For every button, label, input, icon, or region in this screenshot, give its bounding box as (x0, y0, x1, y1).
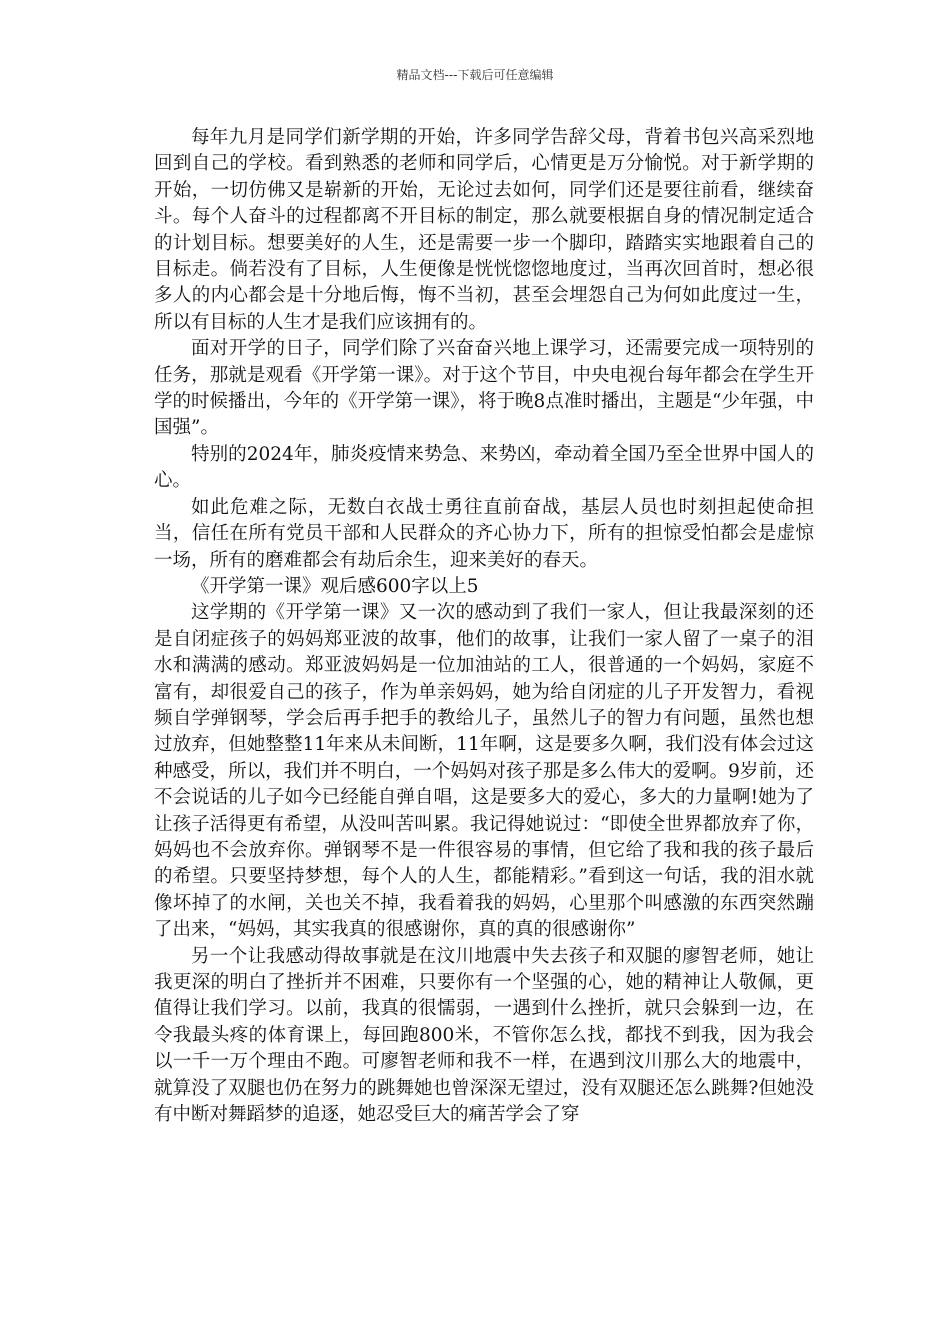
page-header: 精品文档---下载后可任意编辑 (396, 68, 554, 82)
paragraph-new-semester: 每年九月是同学们新学期的开始，许多同学告辞父母，背着书包兴高采烈地回到自己的学校。看到熟悉的老师和同学后，心情更是万分愉悦。对于新学期的开始，一切仿佛又是崭新的开始，无论过去如何，同学们还是要往前看，继续奋斗。每个人奋斗的过程都离不开目标的制定，那么就要根据自身的情况制定适合的计划目标。想要美好的人生，还是需要一步一个脚印，踏踏实实地跟着自己的目标走。倘若没有了目标，人生便像是恍恍惚惚地度过，当再次回首时，想必很多人的内心都会是十分地后悔，悔不当初，甚至会埋怨自己为何如此度过一生，所以有目标的人生才是我们应该拥有的。 (154, 127, 814, 333)
paragraph-epidemic: 特别的2024年，肺炎疫情来势急、来势凶，牵动着全国乃至全世界中国人的心。 (154, 443, 814, 492)
document-body (154, 125, 814, 1128)
paragraph-liao-zhi: 另一个让我感动得故事就是在汶川地震中失去孩子和双腿的廖智老师，她让我更深的明白了挫折并不困难，只要你有一个坚强的心，她的精神让人敬佩，更值得让我们学习。以前，我真的很懦弱，一遇到什么挫折，就只会躲到一边，在令我最头疼的体育课上，每回跑800米，不管你怎么找，都找不到我，因为我会以一千一万个理由不跑。可廖智老师和我不一样，在遇到汶川那么大的地震中，就算没了双腿也仍在努力的跳舞她也曾深深无望过，没有双腿还怎么跳舞?但她没有中断对舞蹈梦的追逐，她忍受巨大的痛苦学会了穿 (154, 945, 814, 1126)
paragraph-zheng-yabo: 这学期的《开学第一课》又一次的感动到了我们一家人，但让我最深刻的还是自闭症孩子的妈妈郑亚波的故事，他们的故事，让我们一家人留了一桌子的泪水和满满的感动。郑亚波妈妈是一位加油站的工人，很普通的一个妈妈，家庭不富有，却很爱自己的孩子，作为单亲妈妈，她为给自闭症的儿子开发智力，看视频自学弹钢琴，学会后再手把手的教给儿子，虽然儿子的智力有问题，虽然也想过放弃，但她整整11年来从未间断，11年啊，这是要多久啊，我们没有体会过这种感受，所以，我们并不明白，一个妈妈对孩子那是多么伟大的爱啊。9岁前，还不会说话的儿子如今已经能自弹自唱，这是要多大的爱心，多大的力量啊!她为了让孩子活得更有希望，从没叫苦叫累。我记得她说过：“即使全世界都放弃了你，妈妈也不会放弃你。弹钢琴不是一件很容易的事情，但它给了我和我的孩子最后的希望。只要坚持梦想，每个人的人生，都能精彩。”看到这一句话，我的泪水就像坏掉了的水闸，关也关不掉，我看着我的妈妈，心里那个叫感激的东西突然蹦了出来，“妈妈，其实我真的很感谢你，真的真的很感谢你” (154, 602, 814, 941)
paragraph-first-lesson: 面对开学的日子，同学们除了兴奋奋兴地上课学习，还需要完成一项特别的任务，那就是观看《开学第一课》。对于这个节目，中央电视台每年都会在学生开学的时候播出，今年的《开学第一课》，将于晚8点准时播出，主题是“少年强，中国强”。 (154, 338, 814, 439)
section-heading: 《开学第一课》观后感600字以上5 (191, 575, 479, 597)
paragraph-frontline: 如此危难之际，无数白衣战士勇往直前奋战，基层人员也时刻担起使命担当，信任在所有党员干部和人民群众的齐心协力下，所有的担惊受怕都会是虚惊一场，所有的磨难都会有劫后余生，迎来美好的春天。 (154, 496, 814, 571)
